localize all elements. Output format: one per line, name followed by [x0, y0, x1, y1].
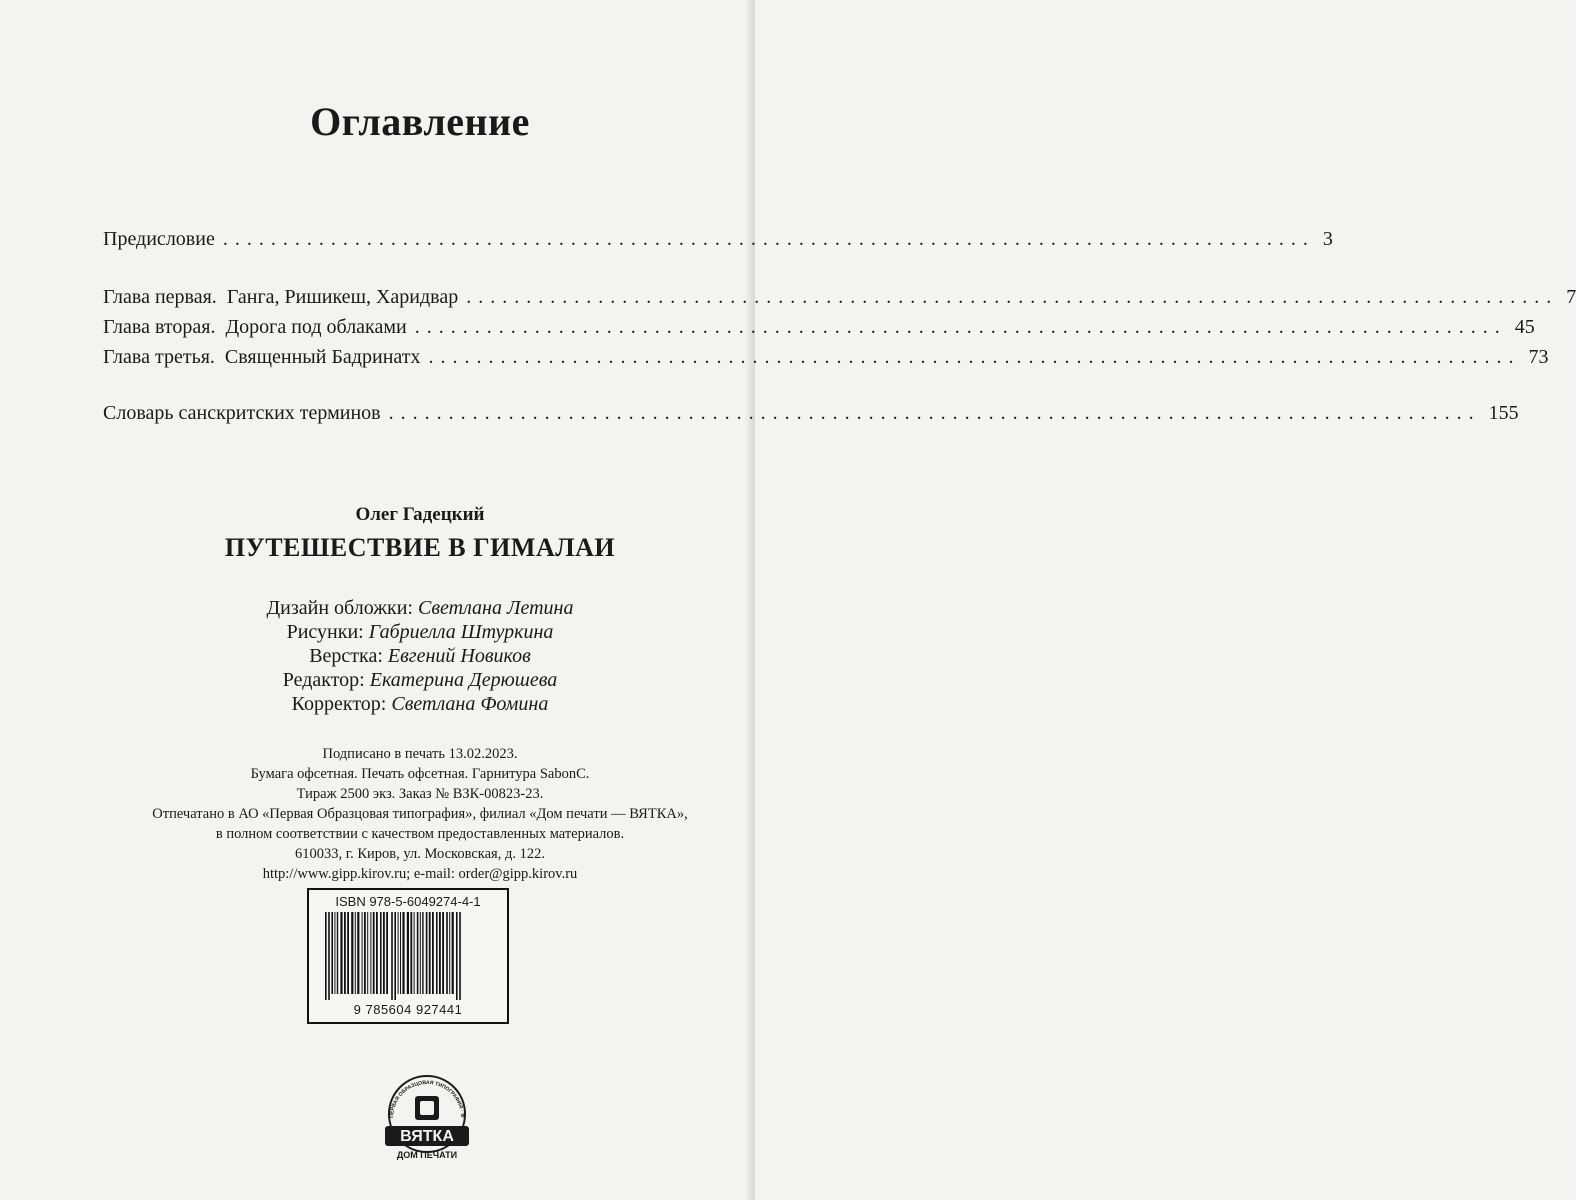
toc-page-number: 155 [1488, 402, 1519, 424]
credit-role: Рисунки: [286, 621, 364, 643]
credit-editor [0, 669, 840, 695]
barcode-bar [373, 912, 375, 994]
credit-role: Корректор: [291, 693, 387, 715]
toc-page-number: 7 [1566, 286, 1576, 308]
toc-entry-preface [103, 228, 1333, 258]
barcode-bar [449, 912, 450, 994]
barcode-guard-bar [328, 912, 330, 1000]
barcode-guard-bar [325, 912, 327, 1000]
credit-role: Дизайн обложки: [266, 597, 413, 619]
credit-proofreader [0, 693, 840, 719]
barcode-bar [442, 912, 444, 994]
toc-chapter-label: Глава третья. [103, 346, 215, 368]
printer-logo-ring-path: ПЕРВАЯ ОБРАЗЦОВАЯ ТИПОГРАФИЯ · Ф [388, 1079, 466, 1119]
barcode-bar [380, 912, 382, 994]
imprint-line: http://www.gipp.kirov.ru; e-mail: order@gipp.kirov.ru [262, 866, 578, 882]
toc-page-number: 73 [1528, 346, 1549, 368]
barcode-bar [426, 912, 428, 994]
imprint-line: Бумага офсетная. Печать офсетная. Гарнитура SabonC. [250, 766, 590, 782]
toc-entry-label: Предисловие [103, 228, 215, 250]
barcode-bar [364, 912, 366, 994]
printer-logo [383, 1074, 471, 1164]
barcode-bar [370, 912, 371, 994]
credit-role: Редактор: [282, 669, 365, 691]
barcode-bar [452, 912, 454, 994]
barcode-bar [357, 912, 359, 994]
credit-person: Екатерина Дерюшева [369, 669, 558, 691]
barcode-bar [436, 912, 438, 994]
barcode-bar [439, 912, 441, 994]
imprint-line: в полном соответствии с качеством предоставленных материалов. [215, 826, 625, 842]
credit-role: Верстка: [309, 645, 383, 667]
barcode-bar [334, 912, 335, 994]
toc-page-number: 3 [1322, 228, 1333, 250]
barcode-guard-bar [394, 912, 396, 1000]
barcode-bar [407, 912, 409, 994]
toc-chapter-title: Дорога под облаками [225, 316, 407, 338]
toc-chapter-title: Ганга, Ришикеш, Харидвар [226, 286, 459, 308]
barcode-bars [323, 912, 493, 1000]
toc-leader-dots: ........................................................................................... [222, 228, 1315, 250]
credit-cover-design [0, 597, 840, 623]
isbn-number: ISBN 978-5-6049274-4-1 [335, 894, 481, 909]
imprint-line: Тираж 2500 экз. Заказ № ВЗК-00823-23. [296, 786, 544, 802]
barcode-bar [417, 912, 419, 994]
barcode-guard-bar [456, 912, 458, 1000]
toc-leader-dots: ........................................................................................... [414, 316, 1507, 338]
toc-chapter-label: Глава первая. [103, 286, 217, 308]
imprint-line: 610033, г. Киров, ул. Московская, д. 122. [295, 846, 545, 862]
barcode-bar [420, 912, 421, 994]
barcode-bar [344, 912, 346, 994]
toc-leader-dots: ........................................................................................... [466, 286, 1559, 308]
credit-person: Габриелла Штуркина [368, 621, 554, 643]
toc-entry-glossary [103, 402, 1519, 432]
toc-chapter-title: Священный Бадринатх [224, 346, 421, 368]
barcode-bar [367, 912, 368, 994]
toc-entry-chapter-1 [103, 286, 1576, 316]
toc-entry-label: Словарь санскритских терминов [103, 402, 381, 424]
toc-page-number: 45 [1514, 316, 1535, 338]
barcode-bar [340, 912, 342, 994]
credit-person: Светлана Фомина [391, 693, 549, 715]
book-title: ПУТЕШЕСТВИЕ В ГИМАЛАИ [224, 533, 616, 562]
barcode-bar [383, 912, 385, 994]
credit-person: Евгений Новиков [387, 645, 531, 667]
imprint-line: Отпечатано в АО «Первая Образцовая типография», филиал «Дом печати — ВЯТКА», [152, 806, 688, 822]
barcode-guard-bar [459, 912, 461, 1000]
barcode-bar [347, 912, 349, 994]
barcode-bar [331, 912, 333, 994]
barcode-bar [398, 912, 399, 994]
credit-person: Светлана Летина [417, 597, 574, 619]
toc-leader-dots: ........................................................................................... [428, 346, 1521, 368]
barcode-bar [410, 912, 412, 994]
toc-leader-dots: ........................................................................................... [388, 402, 1481, 424]
contents-title: Оглавление [310, 99, 530, 144]
printer-logo-subtitle: ДОМ ПЕЧАТИ [396, 1150, 458, 1160]
barcode-bar [400, 912, 401, 994]
barcode-guard-bar [391, 912, 393, 1000]
toc-chapter-label: Глава вторая. [103, 316, 216, 338]
isbn-barcode [307, 888, 509, 1024]
barcode-bar [355, 912, 356, 994]
barcode-bar [446, 912, 448, 994]
barcode-bar [414, 912, 415, 994]
barcode-bar [402, 912, 404, 994]
barcode-bar [386, 912, 388, 994]
barcode-bar [422, 912, 423, 994]
barcode-bar [362, 912, 363, 994]
toc-entry-chapter-2 [103, 316, 1535, 346]
barcode-bar [429, 912, 431, 994]
barcode-bar [432, 912, 434, 994]
barcode-bar [337, 912, 338, 994]
barcode-digits: 9 785604 927441 [353, 1002, 463, 1017]
book-author: Олег Гадецкий [355, 504, 485, 525]
imprint-line: Подписано в печать 13.02.2023. [322, 746, 518, 762]
credit-layout [0, 645, 840, 671]
credit-illustrations [0, 621, 840, 647]
barcode-bar [376, 912, 378, 994]
toc-entry-chapter-3 [103, 346, 1549, 376]
printer-logo-name: ВЯТКА [400, 1128, 454, 1145]
barcode-bar [351, 912, 353, 994]
